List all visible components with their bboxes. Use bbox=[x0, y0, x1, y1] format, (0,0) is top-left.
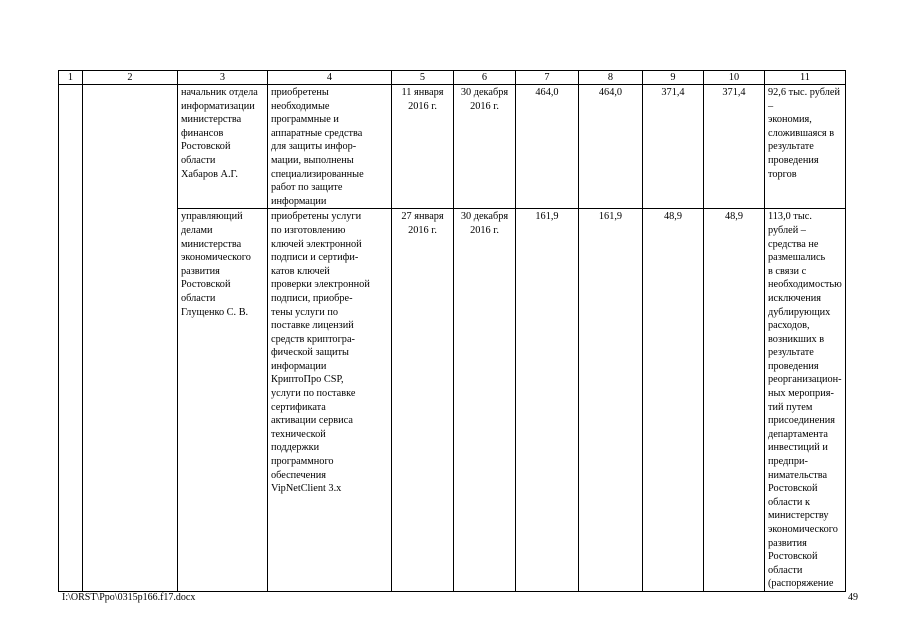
page-number: 49 bbox=[848, 592, 858, 603]
column-number: 10 bbox=[704, 71, 765, 85]
column-number: 8 bbox=[579, 71, 643, 85]
column-number-row bbox=[59, 71, 846, 85]
column-number: 1 bbox=[59, 71, 83, 85]
column-number: 4 bbox=[268, 71, 392, 85]
column-number: 5 bbox=[392, 71, 454, 85]
amount-cell: 161,9 bbox=[579, 209, 643, 592]
amount-cell: 48,9 bbox=[643, 209, 704, 592]
amount-cell: 464,0 bbox=[516, 85, 579, 209]
column-number: 2 bbox=[83, 71, 178, 85]
amount-cell: 464,0 bbox=[579, 85, 643, 209]
table-cell-index bbox=[59, 85, 83, 592]
table-row bbox=[59, 85, 846, 209]
amount-cell: 161,9 bbox=[516, 209, 579, 592]
column-number: 9 bbox=[643, 71, 704, 85]
start-date-cell: 27 января 2016 г. bbox=[392, 209, 454, 592]
amount-cell: 371,4 bbox=[643, 85, 704, 209]
column-number: 3 bbox=[178, 71, 268, 85]
table-cell-blank bbox=[83, 85, 178, 592]
responsible-person-cell: управляющий делами министерства экономического развития Ростовской области Глущенко С. В. bbox=[178, 209, 268, 592]
end-date-cell: 30 декабря 2016 г. bbox=[454, 85, 516, 209]
start-date-cell: 11 января 2016 г. bbox=[392, 85, 454, 209]
table-row bbox=[59, 209, 846, 592]
end-date-cell: 30 декабря 2016 г. bbox=[454, 209, 516, 592]
amount-cell: 371,4 bbox=[704, 85, 765, 209]
note-cell: 92,6 тыс. рублей – экономия, сложившаяся в результате проведения торгов bbox=[765, 85, 846, 209]
note-cell: 113,0 тыс. рублей – средства не размешались в связи с необходимостью исключения дублирующих расходов, возникших в результате проведения реорганизацион- ных мероприя- тий путем присоединения департамента инвестиций и предпри- нимательства Ростовской области к министерству экономического развития Ростовской области (распоряжение bbox=[765, 209, 846, 592]
amount-cell: 48,9 bbox=[704, 209, 765, 592]
activity-description-cell: приобретены услуги по изготовлению ключей электронной подписи и сертифи- катов ключей проверки электронной подписи, приобре- тены услуги по поставке лицензий средств криптогра- фической защиты информации КриптоПро CSP, услуги по поставке сертификата активации сервиса технической поддержки программного обеспечения VipNetClient 3.x bbox=[268, 209, 392, 592]
responsible-person-cell: начальник отдела информатизации министерства финансов Ростовской области Хабаров А.Г. bbox=[178, 85, 268, 209]
report-table bbox=[58, 70, 846, 592]
column-number: 7 bbox=[516, 71, 579, 85]
footer-file-path: I:\ORST\Ppo\0315p166.f17.docx bbox=[62, 592, 196, 603]
column-number: 11 bbox=[765, 71, 846, 85]
column-number: 6 bbox=[454, 71, 516, 85]
activity-description-cell: приобретены необходимые программные и аппаратные средства для защиты инфор- мации, выполнены специализированные работ по защите информации bbox=[268, 85, 392, 209]
